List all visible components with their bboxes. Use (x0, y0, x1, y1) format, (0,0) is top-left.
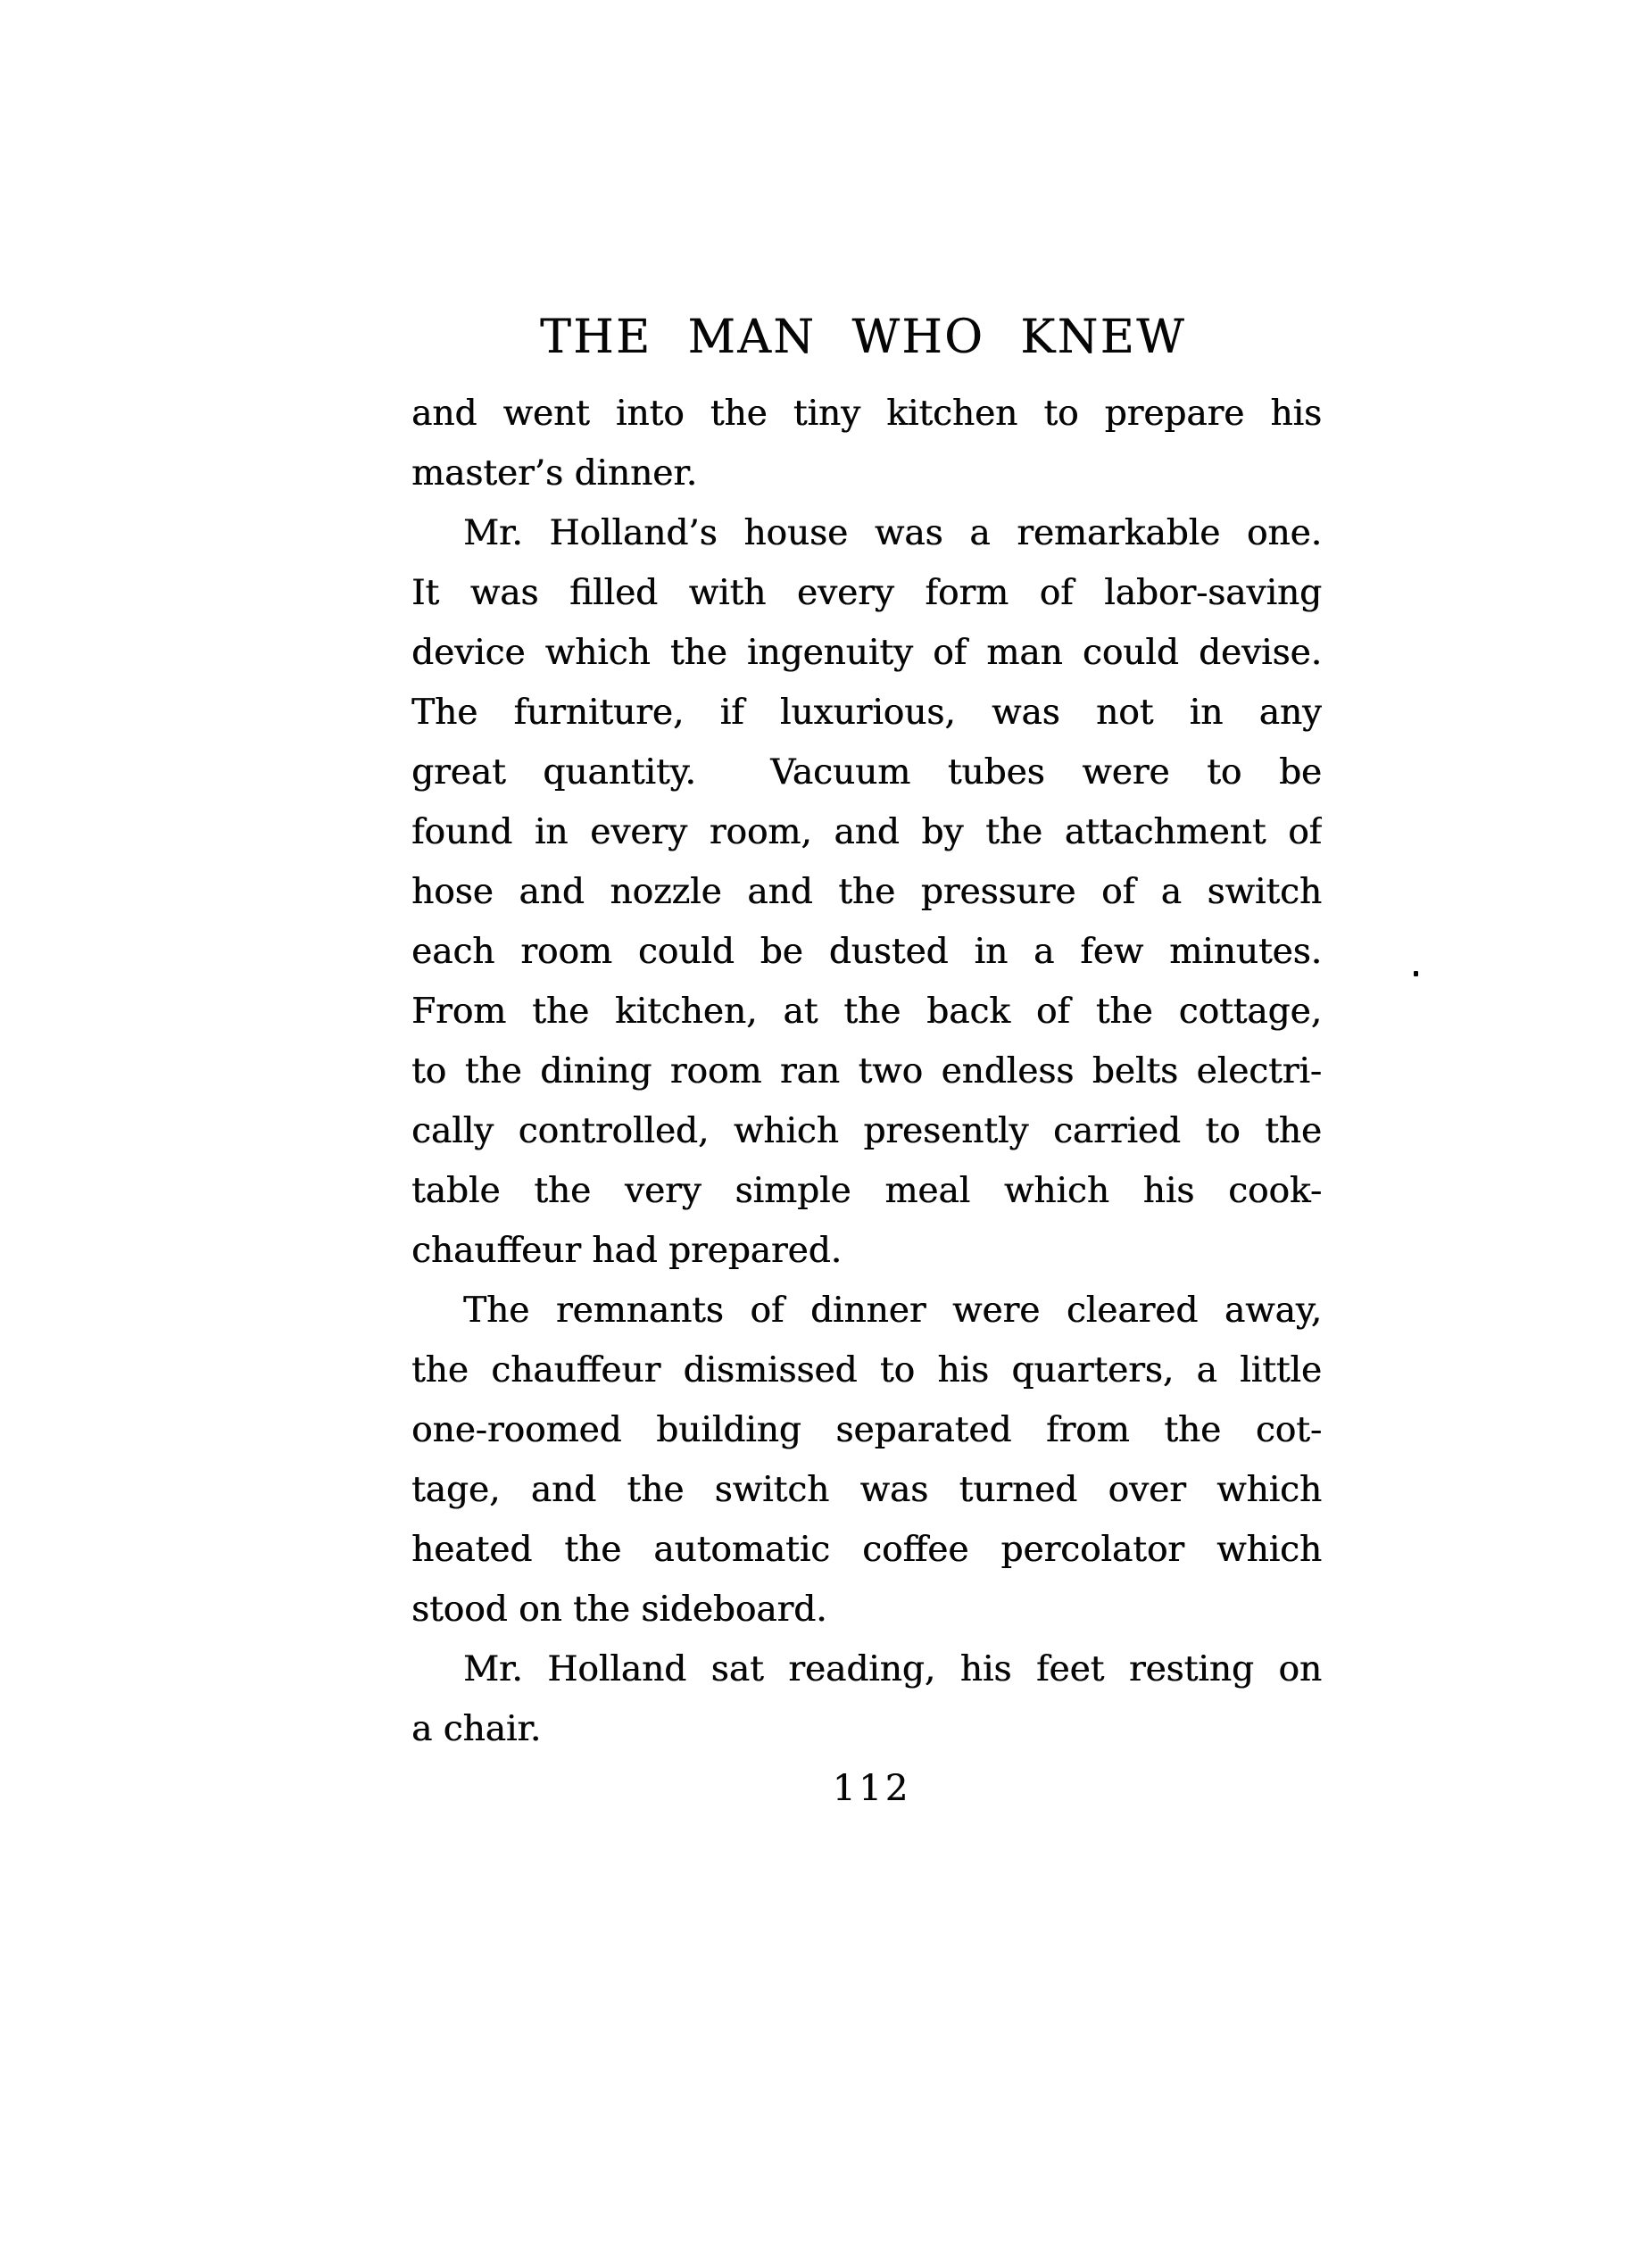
paragraph (411, 1639, 1322, 1759)
text-line: heated the automatic coffee percolator which (411, 1530, 1322, 1570)
text-line: device which the ingenuity of man could devise. (411, 633, 1322, 673)
text-line: hose and nozzle and the pressure of a switch (411, 872, 1322, 912)
text-line: great quantity. Vacuum tubes were to be (411, 752, 1322, 793)
text-line: table the very simple meal which his cook- (411, 1171, 1322, 1211)
text-line: found in every room, and by the attachment of (411, 812, 1322, 852)
text-line: a chair. (411, 1709, 542, 1749)
text-line: The remnants of dinner were cleared away, (463, 1291, 1322, 1331)
paragraph (411, 1281, 1322, 1639)
paragraph (411, 503, 1322, 1281)
ink-speck-artifact (1414, 971, 1418, 976)
running-head: THE MAN WHO KNEW (539, 311, 1187, 364)
text-line: The furniture, if luxurious, was not in any (411, 693, 1322, 733)
text-line: Mr. Holland sat reading, his feet resting on (463, 1649, 1322, 1689)
text-line: It was filled with every form of labor-saving (411, 573, 1322, 613)
paragraph (411, 384, 1322, 503)
text-line: Mr. Holland’s house was a remarkable one. (463, 513, 1322, 553)
text-line: master’s dinner. (411, 453, 697, 494)
text-line: stood on the sideboard. (411, 1590, 827, 1630)
text-line: each room could be dusted in a few minutes. (411, 932, 1322, 972)
text-line: chauffeur had prepared. (411, 1231, 842, 1271)
text-line: From the kitchen, at the back of the cottage, (411, 992, 1322, 1032)
text-line: one-roomed building separated from the cot- (411, 1410, 1322, 1450)
page-number: 112 (832, 1768, 912, 1809)
page-body-text (411, 384, 1322, 1759)
text-line: cally controlled, which presently carried to the (411, 1111, 1322, 1151)
text-line: and went into the tiny kitchen to prepare his (411, 394, 1322, 434)
text-line: the chauffeur dismissed to his quarters, a little (411, 1350, 1322, 1390)
text-line: tage, and the switch was turned over which (411, 1470, 1322, 1510)
text-line: to the dining room ran two endless belts electri- (411, 1051, 1322, 1091)
